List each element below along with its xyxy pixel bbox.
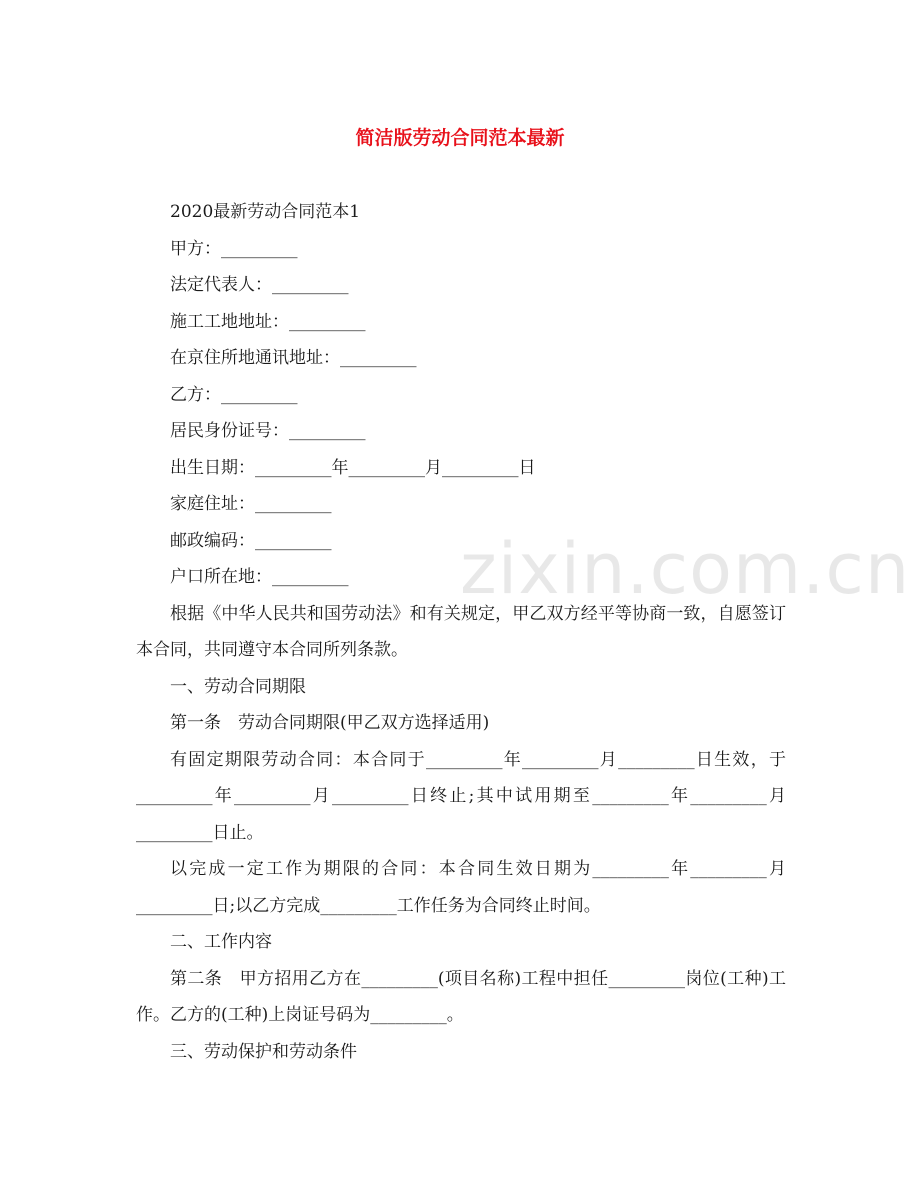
field-construction-site-address: 施工工地地址：_________ xyxy=(170,311,366,332)
field-legal-representative: 法定代表人：_________ xyxy=(170,275,349,295)
section-heading-work-content: 二、工作内容 xyxy=(170,932,272,952)
article-1-heading: 第一条 劳动合同期限(甲乙双方选择适用) xyxy=(170,713,490,733)
paragraph-heading-2020: 2020最新劳动合同范本1 xyxy=(170,202,361,222)
field-beijing-mailing-address: 在京住所地通讯地址：_________ xyxy=(170,348,417,368)
watermark: zixin.com.cn xyxy=(460,528,911,610)
article-2-paragraph: 第二条 甲方招用乙方在_________(项目名称)工程中担任_________岗位(工种)工作。乙方的(工种)上岗证号码为_________。 xyxy=(136,968,786,1025)
field-postal-code: 邮政编码：_________ xyxy=(170,530,332,551)
field-id-number: 居民身份证号：_________ xyxy=(170,421,366,441)
section-heading-contract-term: 一、劳动合同期限 xyxy=(170,676,306,697)
document-title: 简洁版劳动合同范本最新 xyxy=(355,127,565,149)
field-party-a: 甲方：_________ xyxy=(170,238,298,259)
field-party-b: 乙方：_________ xyxy=(170,384,298,405)
field-household-registration: 户口所在地：_________ xyxy=(170,567,349,587)
paragraph-task-based-contract: 以完成一定工作为期限的合同：本合同生效日期为_________年_________月_________日;以乙方完成_________工作任务为合同终止时间。 xyxy=(136,859,786,916)
paragraph-fixed-term-contract: 有固定期限劳动合同：本合同于_________年_________月_________日生效，于_________年_________月_________日终止;其中试用期至_________年_________月_________日止。 xyxy=(136,749,786,843)
field-home-address: 家庭住址：_________ xyxy=(170,494,332,514)
field-birth-date: 出生日期：_________年_________月_________日 xyxy=(170,457,536,478)
document-body xyxy=(136,194,911,1070)
paragraph-preamble: 根据《中华人民共和国劳动法》和有关规定，甲乙双方经平等协商一致，自愿签订本合同，共同遵守本合同所列条款。 xyxy=(136,603,786,660)
section-heading-labor-protection: 三、劳动保护和劳动条件 xyxy=(170,1041,357,1062)
